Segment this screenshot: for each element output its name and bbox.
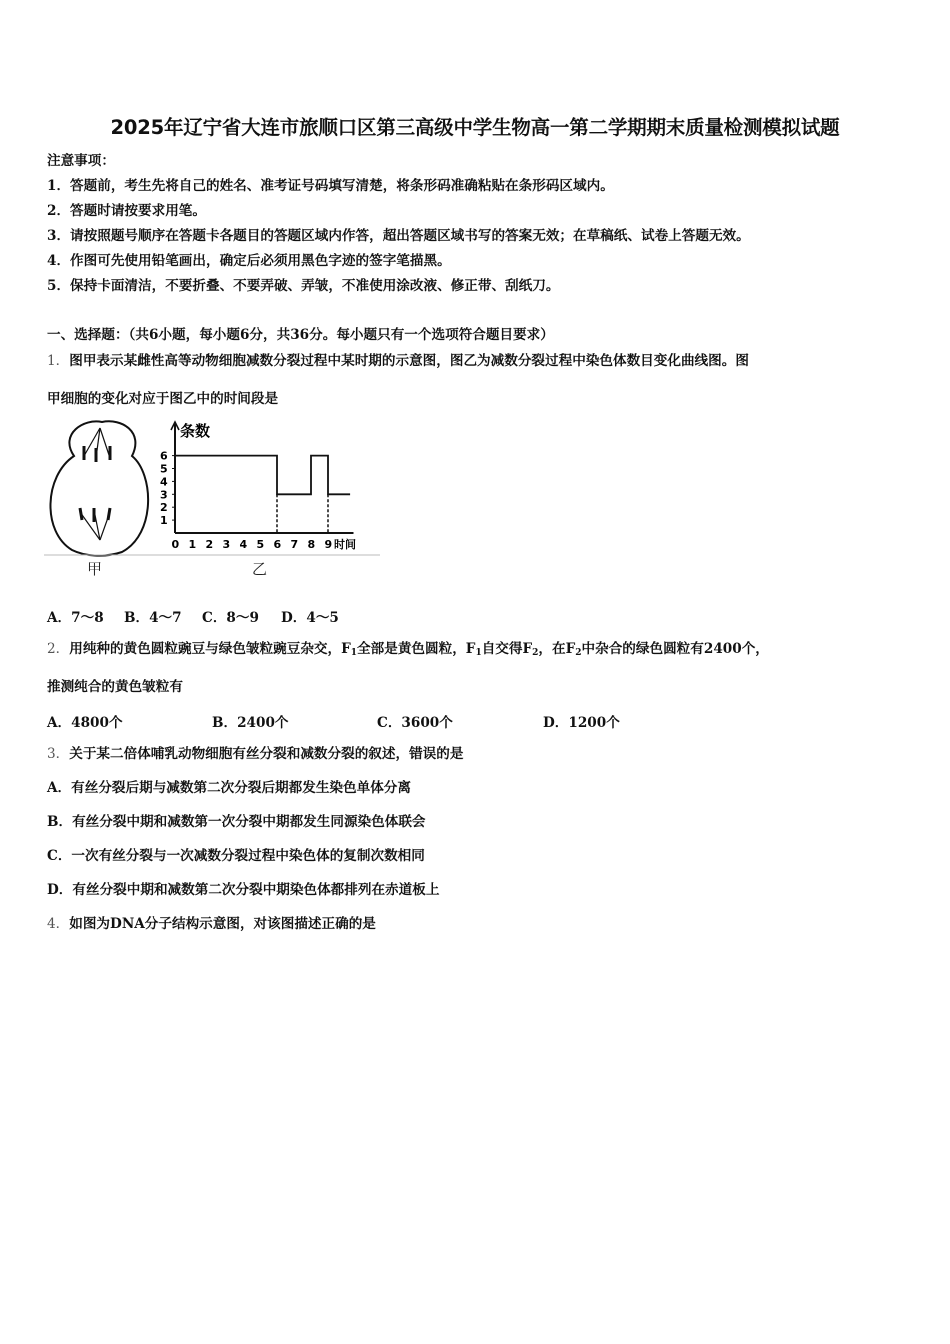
notice-heading: 注意事项：: [47, 153, 115, 169]
figure-label-a: 甲: [87, 560, 103, 578]
option-c[interactable]: C．一次有丝分裂与一次减数分裂过程中染色体的复制次数相同: [47, 848, 425, 864]
figure-label-b: 乙: [252, 560, 268, 578]
x-axis-label: 时间: [334, 538, 356, 551]
option-c[interactable]: C．8～9: [202, 610, 259, 626]
y-tick-label: 2: [160, 501, 168, 515]
y-tick-label: 3: [160, 488, 168, 502]
subscript: 2: [532, 648, 539, 658]
question-2-options: [47, 711, 620, 731]
q2-text-part: 自交得F: [481, 641, 533, 657]
question-number: 2．: [47, 641, 70, 657]
question-1-figure: [44, 416, 384, 581]
series-line: [175, 456, 350, 495]
x-tick-label: 1: [188, 538, 197, 551]
option-d[interactable]: D．4～5: [281, 610, 339, 626]
notice-item-1: 1．答题前，考生先将自己的姓名、准考证号码填写清楚，将条形码准确粘贴在条形码区域内。: [47, 178, 614, 194]
question-4-stem: [47, 915, 376, 933]
question-4-text: 如图为DNA分子结构示意图，对该图描述正确的是: [69, 916, 376, 932]
x-tick-label: 5: [256, 538, 265, 551]
option-d[interactable]: D．1200个: [543, 715, 620, 731]
option-a[interactable]: A．有丝分裂后期与减数第二次分裂后期都发生染色单体分离: [47, 780, 411, 796]
y-tick-label: 5: [160, 462, 168, 476]
question-3-text: 关于某二倍体哺乳动物细胞有丝分裂和减数分裂的叙述，错误的是: [69, 746, 464, 762]
option-c[interactable]: C．3600个: [377, 715, 453, 731]
option-b[interactable]: B．有丝分裂中期和减数第一次分裂中期都发生同源染色体联会: [47, 814, 426, 830]
y-tick-label: 1: [160, 514, 168, 528]
option-b[interactable]: B．2400个: [212, 715, 289, 731]
notice-item-5: 5．保持卡面清洁，不要折叠、不要弄破、弄皱，不准使用涂改液、修正带、刮纸刀。: [47, 278, 560, 294]
x-tick-label: 4: [239, 538, 248, 551]
chromosome-bot-1: [80, 508, 82, 520]
question-2-line-2: 推测纯合的黄色皱粒有: [47, 679, 183, 695]
x-tick-label: 8: [307, 538, 316, 551]
figure-svg: [44, 416, 384, 581]
x-tick-label: 3: [222, 538, 231, 551]
question-number: 1．: [47, 353, 70, 369]
question-1-line-1: [47, 352, 749, 370]
q2-text-part: 用纯种的黄色圆粒豌豆与绿色皱粒豌豆杂交，F: [69, 641, 351, 657]
question-3-stem: [47, 745, 463, 763]
x-tick-label: 0: [171, 538, 180, 551]
cell-diagram: [50, 421, 148, 555]
q2-text-part: ，在F: [538, 641, 576, 657]
q2-text-part: 全部是黄色圆粒，F: [357, 641, 476, 657]
option-b[interactable]: B．4～7: [124, 610, 182, 626]
subscript: 1: [475, 648, 482, 658]
y-tick-label: 4: [160, 475, 168, 489]
x-tick-label: 2: [205, 538, 214, 551]
x-tick-label: 6: [273, 538, 282, 551]
page-title: 2025年辽宁省大连市旅顺口区第三高级中学生物高一第二学期期末质量检测模拟试题: [110, 116, 840, 139]
y-axis-label: 条数: [180, 422, 211, 440]
x-tick-label: 9: [324, 538, 333, 551]
question-1-line-2: 甲细胞的变化对应于图乙中的时间段是: [47, 391, 279, 407]
question-number: 4．: [47, 916, 70, 932]
chromosome-chart: [160, 422, 356, 551]
section-heading: 一、选择题：（共6小题，每小题6分，共36分。每小题只有一个选项符合题目要求）: [47, 327, 554, 343]
x-tick-label: 7: [290, 538, 299, 551]
notice-item-2: 2．答题时请按要求用笔。: [47, 203, 206, 219]
subscript: 2: [575, 648, 582, 658]
chromosome-bot-3: [108, 508, 110, 520]
question-1-options: [47, 606, 339, 626]
question-2-line-1: [47, 640, 769, 662]
y-tick-label: 6: [160, 449, 168, 463]
q2-text-part: 中杂合的绿色圆粒有2400个，: [581, 641, 769, 657]
question-1-text: 图甲表示某雌性高等动物细胞减数分裂过程中某时期的示意图，图乙为减数分裂过程中染色体数目变化曲线图。图: [69, 353, 749, 369]
subscript: 1: [350, 648, 358, 658]
option-a[interactable]: A．7～8: [47, 610, 104, 626]
option-a[interactable]: A．4800个: [47, 715, 123, 731]
question-number: 3．: [47, 746, 70, 762]
notice-item-3: 3．请按照题号顺序在答题卡各题目的答题区域内作答，超出答题区域书写的答案无效；在草稿纸、试卷上答题无效。: [47, 228, 750, 244]
option-d[interactable]: D．有丝分裂中期和减数第二次分裂中期染色体都排列在赤道板上: [47, 882, 440, 898]
notice-item-4: 4．作图可先使用铅笔画出，确定后必须用黑色字迹的签字笔描黑。: [47, 253, 451, 269]
